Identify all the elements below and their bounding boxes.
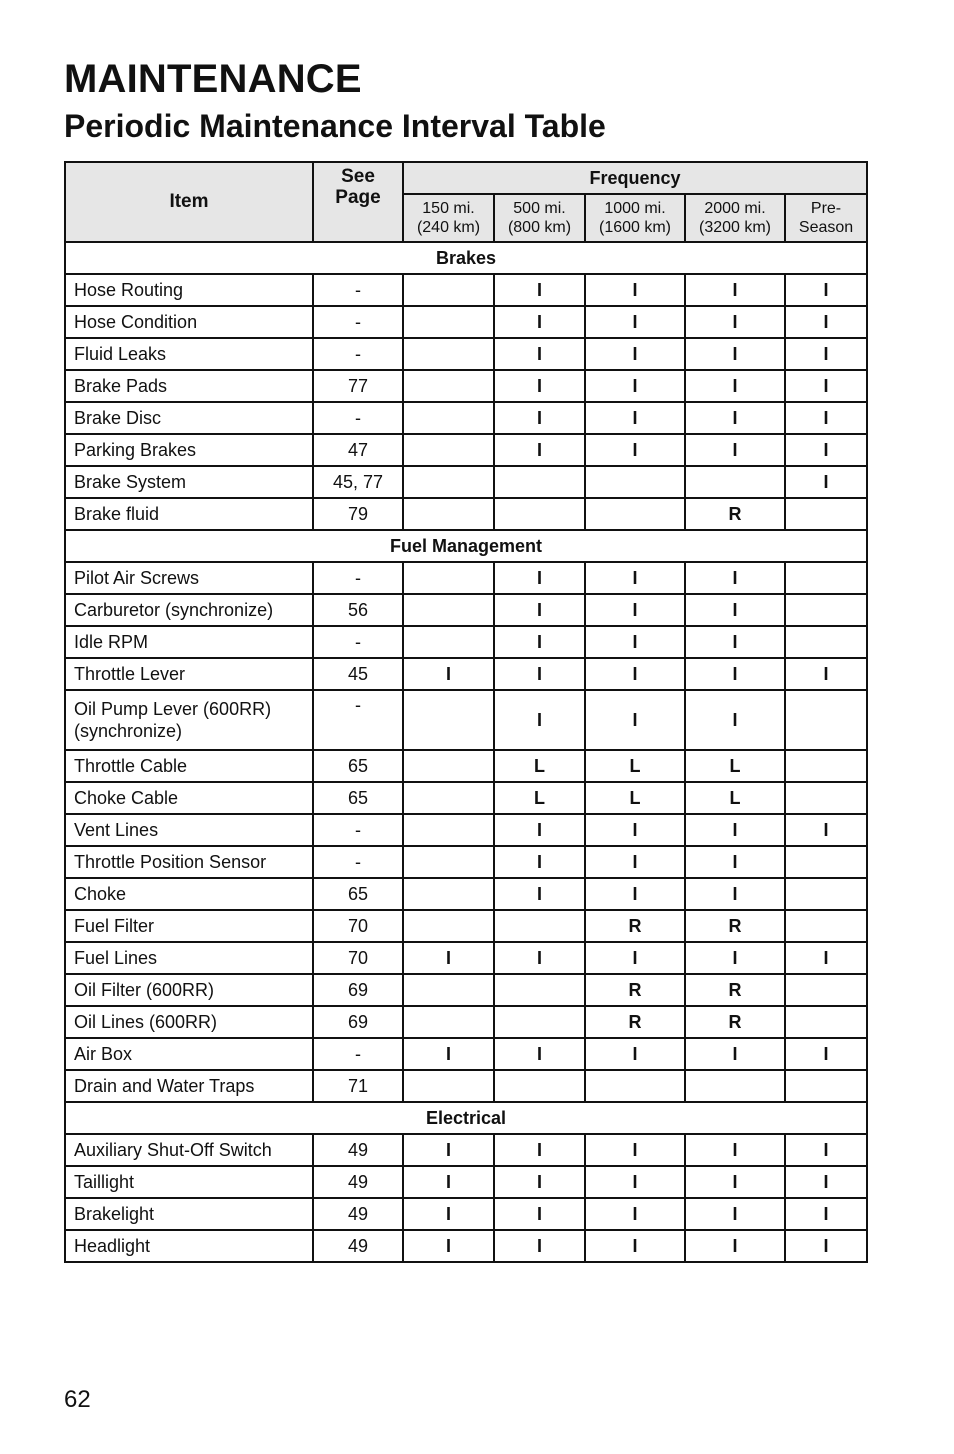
table-row [65,1006,867,1038]
see-page-value: - [313,1038,403,1070]
interval-mark [494,974,585,1006]
interval-mark: I [494,434,585,466]
see-page-value: 70 [313,910,403,942]
interval-mark: I [785,942,867,974]
section-header: Electrical [65,1102,867,1134]
see-page-value: 45, 77 [313,466,403,498]
interval-mark [585,466,685,498]
interval-mark: I [585,1230,685,1262]
interval-mark: I [785,466,867,498]
interval-mark: I [785,1134,867,1166]
interval-mark: I [585,1198,685,1230]
page-number: 62 [64,1386,91,1413]
interval-mark: I [685,1038,785,1070]
interval-mark: I [585,1038,685,1070]
table-row [65,402,867,434]
column-header-interval: 500 mi. (800 km) [494,194,585,242]
interval-mark: I [585,274,685,306]
interval-mark: I [494,562,585,594]
interval-mark: I [585,1166,685,1198]
table-row [65,498,867,530]
item-name: Brakelight [65,1198,313,1230]
column-header-interval: 1000 mi. (1600 km) [585,194,685,242]
interval-mark: I [494,1198,585,1230]
interval-mark: I [585,1134,685,1166]
item-name: Oil Pump Lever (600RR) (synchronize) [65,690,313,750]
interval-mark: I [403,942,494,974]
table-row [65,690,867,750]
interval-mark [403,434,494,466]
interval-mark [403,974,494,1006]
interval-mark: R [685,498,785,530]
interval-mark: I [585,338,685,370]
interval-mark: I [785,434,867,466]
interval-mark: I [785,1038,867,1070]
interval-mark: I [585,814,685,846]
see-page-value: 45 [313,658,403,690]
interval-mark: I [585,562,685,594]
interval-mark: I [494,1038,585,1070]
table-row [65,466,867,498]
see-page-value: 49 [313,1166,403,1198]
item-name: Air Box [65,1038,313,1070]
interval-mark: I [494,402,585,434]
item-name: Choke [65,878,313,910]
interval-mark [785,562,867,594]
item-name: Auxiliary Shut-Off Switch [65,1134,313,1166]
interval-mark: I [403,1134,494,1166]
interval-mark: I [685,658,785,690]
interval-mark: I [494,1166,585,1198]
see-page-value: 49 [313,1198,403,1230]
see-page-value: 77 [313,370,403,402]
interval-mark [403,498,494,530]
item-name: Brake Pads [65,370,313,402]
item-name: Parking Brakes [65,434,313,466]
interval-mark: I [585,658,685,690]
interval-mark: I [685,846,785,878]
item-name: Fluid Leaks [65,338,313,370]
interval-mark [685,466,785,498]
interval-mark: L [494,750,585,782]
column-header-item: Item [65,162,313,242]
item-name: Idle RPM [65,626,313,658]
interval-mark: L [585,750,685,782]
interval-mark: I [494,626,585,658]
see-page-value: - [313,338,403,370]
interval-mark [785,594,867,626]
interval-mark [403,466,494,498]
see-page-value: 49 [313,1230,403,1262]
interval-mark: I [585,434,685,466]
table-row [65,338,867,370]
interval-mark [403,338,494,370]
interval-mark [785,782,867,814]
interval-mark: I [585,690,685,750]
table-row [65,370,867,402]
see-page-value: 70 [313,942,403,974]
interval-mark: R [685,1006,785,1038]
see-page-value: 65 [313,782,403,814]
see-page-value: 65 [313,750,403,782]
table-row [65,658,867,690]
item-name: Throttle Position Sensor [65,846,313,878]
page-subtitle: Periodic Maintenance Interval Table [64,108,606,144]
interval-mark: I [494,370,585,402]
interval-mark [785,878,867,910]
interval-mark [785,498,867,530]
interval-mark: I [785,1198,867,1230]
interval-mark [494,1006,585,1038]
interval-mark: I [403,1166,494,1198]
see-page-value: 65 [313,878,403,910]
interval-mark [403,690,494,750]
column-header-interval: Pre- Season [785,194,867,242]
interval-mark: I [685,1166,785,1198]
interval-mark: I [494,846,585,878]
table-row [65,910,867,942]
see-page-value: - [313,846,403,878]
table-row [65,782,867,814]
interval-mark: I [685,690,785,750]
interval-mark [403,1070,494,1102]
interval-mark [585,1070,685,1102]
see-page-value: - [313,306,403,338]
interval-mark [403,814,494,846]
table-row [65,814,867,846]
interval-mark [403,1006,494,1038]
column-header-see-page: See Page [313,162,403,242]
interval-mark: I [585,306,685,338]
interval-mark [403,878,494,910]
table-row [65,1070,867,1102]
section-header: Fuel Management [65,530,867,562]
see-page-value: 71 [313,1070,403,1102]
column-header-interval: 150 mi. (240 km) [403,194,494,242]
interval-mark: I [685,338,785,370]
interval-mark: I [685,626,785,658]
interval-mark: I [403,1038,494,1070]
item-name: Throttle Cable [65,750,313,782]
table-row [65,626,867,658]
table-row [65,434,867,466]
interval-mark: I [785,1166,867,1198]
interval-mark: I [585,846,685,878]
table-row [65,562,867,594]
column-header-frequency: Frequency [403,162,867,194]
interval-mark [785,910,867,942]
interval-mark [494,498,585,530]
interval-mark: I [785,1230,867,1262]
page-title: MAINTENANCE [64,57,362,101]
see-page-value: - [313,626,403,658]
section-header: Brakes [65,242,867,274]
interval-mark: I [494,942,585,974]
interval-mark: I [685,370,785,402]
interval-mark: R [585,910,685,942]
table-row [65,1038,867,1070]
item-name: Taillight [65,1166,313,1198]
interval-mark: I [585,402,685,434]
interval-mark: I [685,562,785,594]
maintenance-interval-table [64,161,868,1263]
interval-mark: I [494,338,585,370]
interval-mark: I [585,942,685,974]
item-name: Drain and Water Traps [65,1070,313,1102]
interval-mark [403,562,494,594]
interval-mark: L [494,782,585,814]
interval-mark [403,626,494,658]
interval-mark: I [785,402,867,434]
interval-mark: I [685,1198,785,1230]
interval-mark [685,1070,785,1102]
interval-mark: I [494,306,585,338]
interval-mark: I [685,1134,785,1166]
item-name: Brake Disc [65,402,313,434]
interval-mark: I [494,1230,585,1262]
interval-mark: I [685,814,785,846]
interval-mark: I [685,306,785,338]
interval-mark: I [785,814,867,846]
interval-mark [785,750,867,782]
item-name: Oil Lines (600RR) [65,1006,313,1038]
interval-mark: I [403,1198,494,1230]
interval-mark [785,974,867,1006]
interval-mark: R [685,910,785,942]
interval-mark: I [685,434,785,466]
interval-mark: R [585,1006,685,1038]
interval-mark: I [685,878,785,910]
interval-mark: I [685,594,785,626]
interval-mark [403,594,494,626]
item-name: Pilot Air Screws [65,562,313,594]
interval-mark: I [494,814,585,846]
column-header-interval: 2000 mi. (3200 km) [685,194,785,242]
interval-mark: I [494,274,585,306]
interval-mark [494,466,585,498]
interval-mark [494,910,585,942]
item-name: Fuel Lines [65,942,313,974]
table-row [65,942,867,974]
table-row [65,1198,867,1230]
table-row [65,594,867,626]
see-page-value: 47 [313,434,403,466]
interval-mark [403,402,494,434]
interval-mark: L [685,750,785,782]
interval-mark [785,626,867,658]
item-name: Carburetor (synchronize) [65,594,313,626]
see-page-value: 56 [313,594,403,626]
see-page-value: - [313,814,403,846]
item-name: Vent Lines [65,814,313,846]
interval-mark [785,846,867,878]
item-name: Headlight [65,1230,313,1262]
interval-mark: I [403,658,494,690]
interval-mark: I [785,370,867,402]
interval-mark: I [403,1230,494,1262]
interval-mark [403,370,494,402]
interval-mark: I [585,370,685,402]
interval-mark: L [585,782,685,814]
table-row [65,1166,867,1198]
interval-mark: I [785,338,867,370]
interval-mark: R [685,974,785,1006]
interval-mark: I [685,274,785,306]
interval-mark [403,846,494,878]
see-page-value: - [313,274,403,306]
table-row [65,1134,867,1166]
see-page-value: - [313,402,403,434]
see-page-value: 69 [313,1006,403,1038]
interval-mark [785,1070,867,1102]
interval-mark [403,274,494,306]
interval-mark: R [585,974,685,1006]
item-name: Brake System [65,466,313,498]
item-name: Brake fluid [65,498,313,530]
table-row [65,1230,867,1262]
interval-mark: L [685,782,785,814]
interval-mark: I [585,626,685,658]
item-name: Choke Cable [65,782,313,814]
table-row [65,306,867,338]
interval-mark [785,1006,867,1038]
interval-mark [494,1070,585,1102]
interval-mark [403,910,494,942]
interval-mark: I [785,658,867,690]
see-page-value: 69 [313,974,403,1006]
item-name: Fuel Filter [65,910,313,942]
see-page-value: - [313,690,403,750]
table-row [65,974,867,1006]
interval-mark [403,306,494,338]
interval-mark: I [685,942,785,974]
table-row [65,878,867,910]
see-page-value: - [313,562,403,594]
item-name: Oil Filter (600RR) [65,974,313,1006]
see-page-value: 79 [313,498,403,530]
see-page-value: 49 [313,1134,403,1166]
table-row [65,274,867,306]
interval-mark [403,782,494,814]
item-name: Hose Routing [65,274,313,306]
interval-mark: I [785,306,867,338]
item-name: Throttle Lever [65,658,313,690]
interval-mark: I [494,878,585,910]
interval-mark: I [494,594,585,626]
interval-mark: I [685,402,785,434]
table-row [65,750,867,782]
interval-mark: I [785,274,867,306]
interval-mark [785,690,867,750]
table-row [65,846,867,878]
interval-mark: I [494,658,585,690]
interval-mark: I [685,1230,785,1262]
interval-mark: I [585,594,685,626]
interval-mark [403,750,494,782]
interval-mark: I [494,1134,585,1166]
interval-mark: I [585,878,685,910]
interval-mark [585,498,685,530]
item-name: Hose Condition [65,306,313,338]
interval-mark: I [494,690,585,750]
